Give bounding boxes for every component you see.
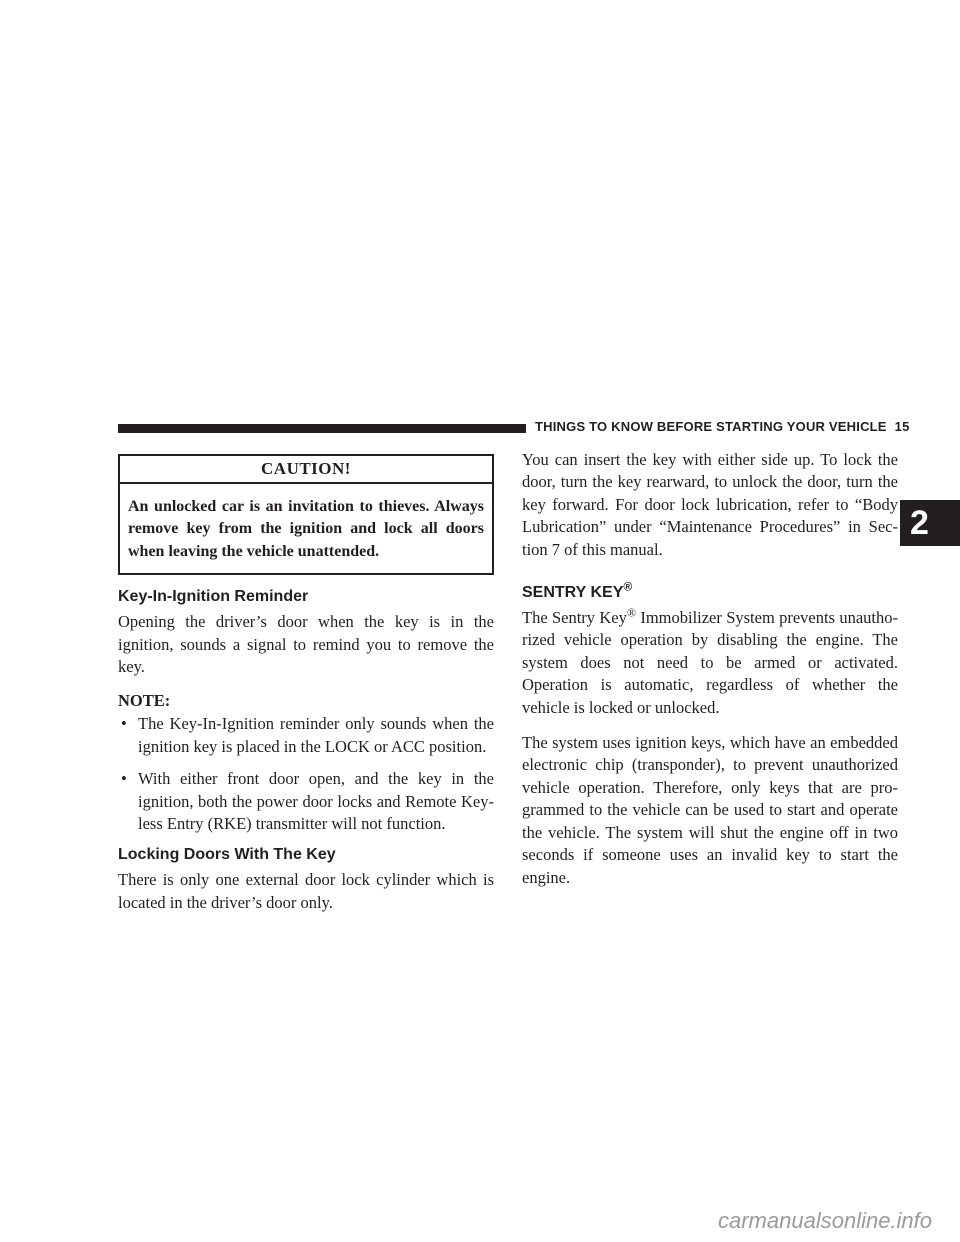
sentry-key-heading-text: SENTRY KEY bbox=[522, 584, 624, 602]
sentry-key-heading bbox=[522, 579, 898, 603]
section-tab: 2 bbox=[900, 500, 960, 546]
sentry-key-text-a: The Sentry Key bbox=[522, 608, 627, 628]
left-column bbox=[118, 454, 494, 927]
header-rule bbox=[118, 424, 526, 433]
locking-doors-paragraph: There is only one external door lock cylinder which is located in the driver’s door only. bbox=[118, 870, 494, 912]
locking-doors-paragraph-continued: You can insert the key with either side up. To lock the door, turn the key rearward, to unlock the door, turn the key forward. For door lock lubrication, refer to “Body Lubrication” under “Maintenance Procedures” in Sec-tion 7 of this manual. bbox=[522, 450, 898, 559]
note-list bbox=[118, 713, 494, 835]
key-in-ignition-paragraph: Opening the driver’s door when the key is in the ignition, sounds a signal to remind you to remove the key. bbox=[118, 612, 494, 677]
bullet-icon: • bbox=[121, 769, 127, 789]
list-item-text: With either front door open, and the key in the ignition, both the power door locks and Remote Key-less Entry (RKE) transmitter will not function. bbox=[138, 769, 494, 834]
caution-heading: CAUTION! bbox=[120, 456, 492, 484]
list-item bbox=[118, 768, 494, 835]
trademark-symbol: ® bbox=[626, 605, 636, 620]
caution-box bbox=[118, 454, 494, 575]
running-header bbox=[535, 419, 910, 434]
sentry-key-paragraph-2: The system uses ignition keys, which have an embedded electronic chip (transponder), to prevent unauthorized vehicle operation. Therefore, only keys that are pro-grammed to the vehicle can be used to start and operate the vehicle. The system will shut the engine off in two seconds if someone uses an invalid key to start the engine. bbox=[522, 733, 898, 887]
running-header-title: THINGS TO KNOW BEFORE STARTING YOUR VEHICLE bbox=[535, 419, 887, 434]
bullet-icon: • bbox=[121, 714, 127, 734]
right-column bbox=[522, 449, 898, 902]
trademark-symbol: ® bbox=[623, 579, 633, 594]
key-in-ignition-heading: Key-In-Ignition Reminder bbox=[118, 588, 309, 606]
sentry-key-paragraph-1 bbox=[522, 607, 898, 719]
list-item-text: The Key-In-Ignition reminder only sounds when the ignition key is placed in the LOCK or ACC position. bbox=[138, 714, 494, 756]
caution-text: An unlocked car is an invitation to thieves. Always remove key from the ignition and lock all doors when leaving the vehicle unattended. bbox=[128, 498, 484, 560]
locking-doors-heading: Locking Doors With The Key bbox=[118, 846, 336, 864]
page-number: 15 bbox=[894, 419, 910, 434]
sentry-key-text-b: Immobilizer System prevents unautho-rized vehicle operation by disabling the engine. The system does not need to be armed or activated. Operation is automatic, regardless of whether the vehicle is locked or unlocked. bbox=[522, 608, 898, 717]
list-item bbox=[118, 713, 494, 758]
note-label: NOTE: bbox=[118, 691, 171, 711]
footer-watermark: carmanualsonline.info bbox=[718, 1208, 933, 1233]
